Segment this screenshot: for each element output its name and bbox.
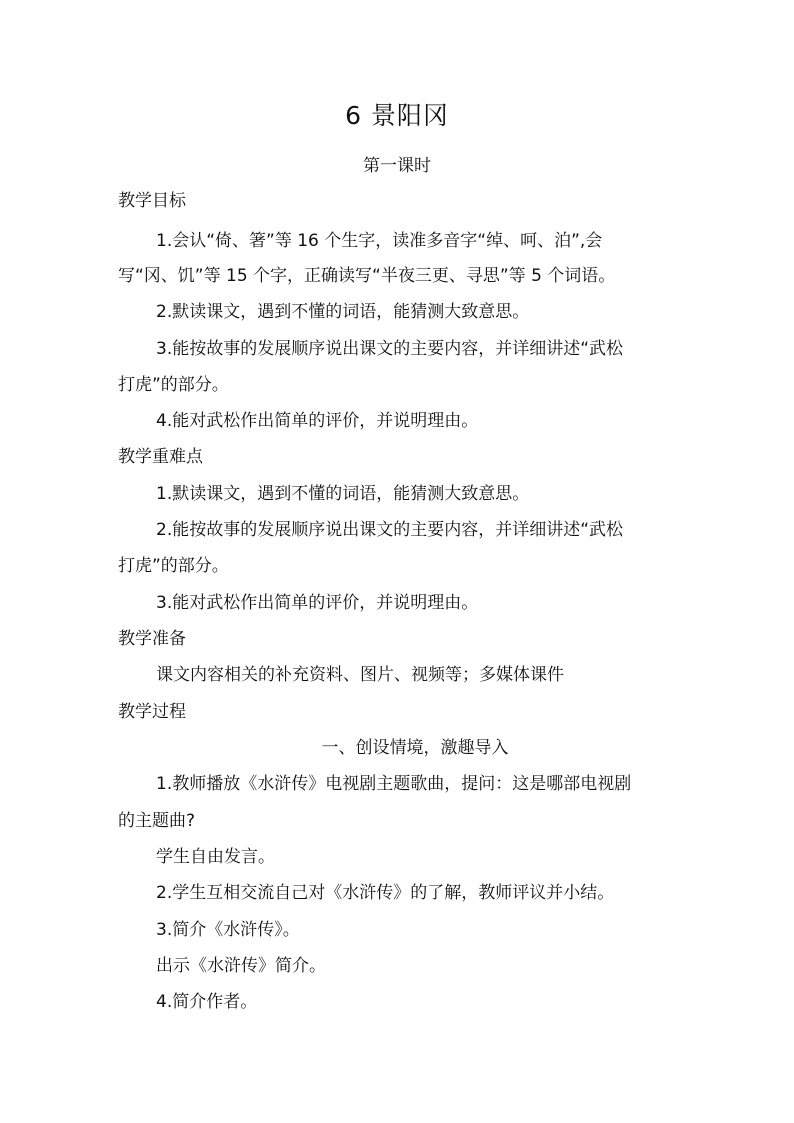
objective-1-cont: 写“冈、饥”等 15 个字，正确读写“半夜三更、寻思”等 5 个词语。	[118, 266, 616, 286]
process-step-3-detail: 出示《水浒传》简介。	[156, 956, 326, 976]
preparation-1: 课文内容相关的补充资料、图片、视频等；多媒体课件	[156, 665, 564, 685]
objective-2: 2.默读课文，遇到不懂的词语，能猜测大致意思。	[156, 302, 530, 322]
lesson-title: 6 景阳冈	[345, 101, 449, 130]
process-step-3: 3.简介《水浒传》。	[156, 920, 300, 940]
objective-4: 4.能对武松作出简单的评价，并说明理由。	[156, 411, 479, 431]
key-point-3: 3.能对武松作出简单的评价，并说明理由。	[156, 593, 479, 613]
objective-3: 3.能按故事的发展顺序说出课文的主要内容，并详细讲述“武松	[156, 339, 624, 359]
key-point-1: 1.默读课文，遇到不懂的词语，能猜测大致意思。	[156, 484, 530, 504]
process-part-1-title: 一、创设情境，激趣导入	[321, 738, 509, 758]
section-heading-objectives: 教学目标	[118, 191, 186, 211]
process-step-1-response: 学生自由发言。	[156, 847, 275, 867]
process-step-1-cont: 的主题曲?	[118, 811, 196, 831]
lesson-subtitle: 第一课时	[363, 156, 431, 176]
section-heading-key-points: 教学重难点	[118, 447, 203, 467]
process-step-2: 2.学生互相交流自己对《水浒传》的了解，教师评议并小结。	[156, 883, 615, 903]
process-step-4: 4.简介作者。	[156, 992, 258, 1012]
objective-1: 1.会认“倚、箸”等 16 个生字，读准多音字“绰、呵、泊”,会	[156, 231, 603, 251]
section-heading-process: 教学过程	[118, 702, 186, 722]
key-point-2-cont: 打虎”的部分。	[118, 556, 229, 576]
objective-3-cont: 打虎”的部分。	[118, 375, 229, 395]
section-heading-preparation: 教学准备	[118, 629, 186, 649]
process-step-1: 1.教师播放《水浒传》电视剧主题歌曲，提问：这是哪部电视剧	[156, 774, 632, 794]
key-point-2: 2.能按故事的发展顺序说出课文的主要内容，并详细讲述“武松	[156, 520, 624, 540]
